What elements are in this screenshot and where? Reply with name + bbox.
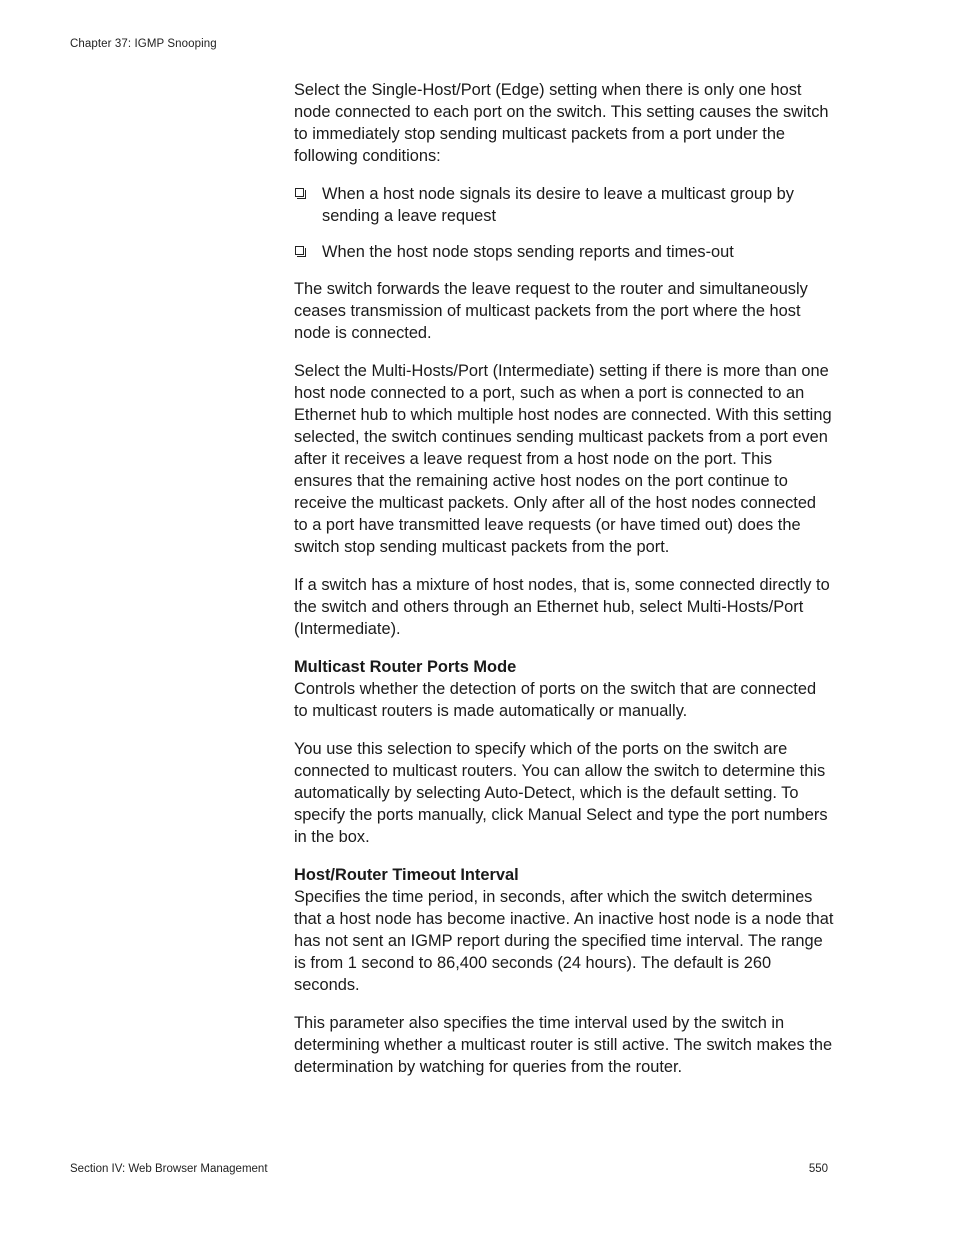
paragraph-intermediate-setting: Select the Multi-Hosts/Port (Intermediate) setting if there is more than one host node connected to a port, such as when a port is connected to an Ethernet hub to which multiple host nodes are connected. With this setting selected, the switch continues sending multicast packets from a port even after it receives a leave request from a host node on the port. This ensures that the remaining active host nodes on the port continue to receive the multicast packets. Only after all of the host nodes connected to a port have transmitted leave requests (or have timed out) does the switch stop sending multicast packets from the port. bbox=[294, 362, 832, 556]
router-ports-heading: Multicast Router Ports Mode bbox=[294, 658, 517, 676]
list-item-text: When the host node stops sending reports and times-out bbox=[322, 243, 734, 261]
paragraph-edge-setting: Select the Single-Host/Port (Edge) setting when there is only one host node connected to each port on the switch. This setting causes the switch to immediately stop sending multicast packets from a port under the following conditions: bbox=[294, 81, 829, 165]
checkbox-bullet-icon bbox=[295, 188, 304, 197]
page-body bbox=[294, 79, 834, 1094]
paragraph-mixture: If a switch has a mixture of host nodes, that is, some connected directly to the switch and others through an Ethernet hub, select Multi-Hosts/Port (Intermediate). bbox=[294, 576, 830, 638]
router-ports-detail: You use this selection to specify which of the ports on the switch are connected to multicast routers. You can allow the switch to determine this automatically by selecting Auto-Detect, which is the default setting. To specify the ports manually, click Manual Select and type the port numbers in the box. bbox=[294, 740, 828, 846]
condition-list bbox=[294, 183, 834, 263]
running-header: Chapter 37: IGMP Snooping bbox=[70, 38, 217, 50]
paragraph-forward: The switch forwards the leave request to the router and simultaneously ceases transmission of multicast packets from the port where the host node is connected. bbox=[294, 280, 808, 342]
list-item bbox=[294, 241, 834, 263]
list-item-text: When a host node signals its desire to leave a multicast group by sending a leave request bbox=[322, 185, 794, 225]
timeout-description: Specifies the time period, in seconds, after which the switch determines that a host node has become inactive. An inactive host node is a node that has not sent an IGMP report during the specified time interval. The range is from 1 second to 86,400 seconds (24 hours). The default is 260 seconds. bbox=[294, 888, 834, 994]
footer-section: Section IV: Web Browser Management bbox=[70, 1163, 268, 1175]
timeout-heading: Host/Router Timeout Interval bbox=[294, 866, 519, 884]
checkbox-bullet-icon bbox=[295, 246, 304, 255]
timeout-detail: This parameter also specifies the time interval used by the switch in determining whether a multicast router is still active. The switch makes the determination by watching for queries from the router. bbox=[294, 1014, 833, 1076]
list-item bbox=[294, 183, 834, 227]
router-ports-description: Controls whether the detection of ports on the switch that are connected to multicast routers is made automatically or manually. bbox=[294, 680, 817, 720]
page-number: 550 bbox=[808, 1163, 828, 1175]
